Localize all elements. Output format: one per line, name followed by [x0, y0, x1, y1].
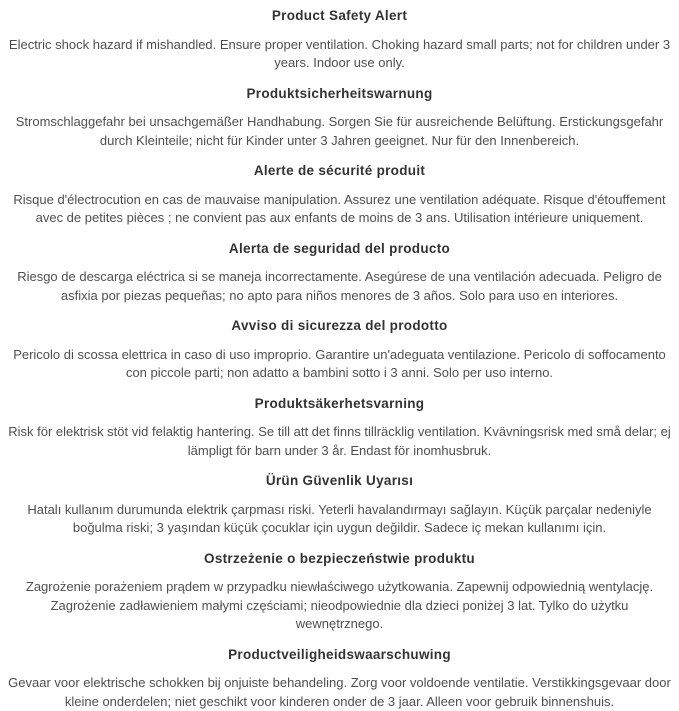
safety-section — [8, 646, 671, 711]
section-body: Risque d'électrocution en cas de mauvaise manipulation. Assurez une ventilation adéquate. Risque d'étouffement avec de petites pièces ; ne convient pas aux enfants de moins de 3 ans. Utilisation intérieure uniquement. — [8, 191, 671, 228]
section-body: Stromschlaggefahr bei unsachgemäßer Handhabung. Sorgen Sie für ausreichende Belüftung. Erstickungsgefahr durch Kleinteile; nicht für Kinder unter 3 Jahren geeignet. Nur für den Innenbereich. — [8, 113, 671, 150]
safety-section — [8, 85, 671, 151]
section-body: Pericolo di scossa elettrica in caso di uso improprio. Garantire un'adeguata ventilazione. Pericolo di soffocamento con piccole parti; non adatto a bambini sotto i 3 anni. Solo per uso interno. — [8, 346, 671, 383]
section-heading: Alerta de seguridad del producto — [8, 240, 671, 259]
section-heading: Produktsäkerhetsvarning — [8, 395, 671, 414]
section-heading: Avviso di sicurezza del prodotto — [8, 317, 671, 336]
safety-section — [8, 395, 671, 461]
safety-section — [8, 317, 671, 383]
section-body: Hatalı kullanım durumunda elektrik çarpması riski. Yeterli havalandırmayı sağlayın. Küçük parçalar nedeniyle boğulma riski; 3 yaşından küçük çocuklar için uygun değildir. Sadece iç mekan kullanımı için. — [8, 501, 671, 538]
section-body: Risk för elektrisk stöt vid felaktig hantering. Se till att det finns tillräcklig ventilation. Kvävningsrisk med små delar; ej lämpligt för barn under 3 år. Endast för inomhusbruk. — [8, 423, 671, 460]
safety-section — [8, 472, 671, 538]
section-body: Gevaar voor elektrische schokken bij onjuiste behandeling. Zorg voor voldoende ventilatie. Verstikkingsgevaar door kleine onderdelen; niet geschikt voor kinderen onder de 3 jaar. Alleen voor gebruik binnenshuis. — [8, 674, 671, 711]
safety-section — [8, 162, 671, 228]
section-body: Riesgo de descarga eléctrica si se maneja incorrectamente. Asegúrese de una ventilación adecuada. Peligro de asfixia por piezas pequeñas; no apto para niños menores de 3 años. Solo para uso en interiores. — [8, 268, 671, 305]
section-heading: Ostrzeżenie o bezpieczeństwie produktu — [8, 550, 671, 569]
section-heading: Alerte de sécurité produit — [8, 162, 671, 181]
safety-section — [8, 7, 671, 73]
section-body: Electric shock hazard if mishandled. Ensure proper ventilation. Choking hazard small parts; not for children under 3 years. Indoor use only. — [8, 36, 671, 73]
section-heading: Produktsicherheitswarnung — [8, 85, 671, 104]
section-heading: Product Safety Alert — [8, 7, 671, 26]
safety-section — [8, 240, 671, 306]
section-body: Zagrożenie porażeniem prądem w przypadku niewłaściwego użytkowania. Zapewnij odpowiednią wentylację. Zagrożenie zadławieniem małymi częściami; nieodpowiednie dla dzieci poniżej 3 lat. Tylko do użytku wewnętrznego. — [8, 578, 671, 634]
section-heading: Ürün Güvenlik Uyarısı — [8, 472, 671, 491]
safety-section — [8, 550, 671, 634]
section-heading: Productveiligheidswaarschuwing — [8, 646, 671, 665]
